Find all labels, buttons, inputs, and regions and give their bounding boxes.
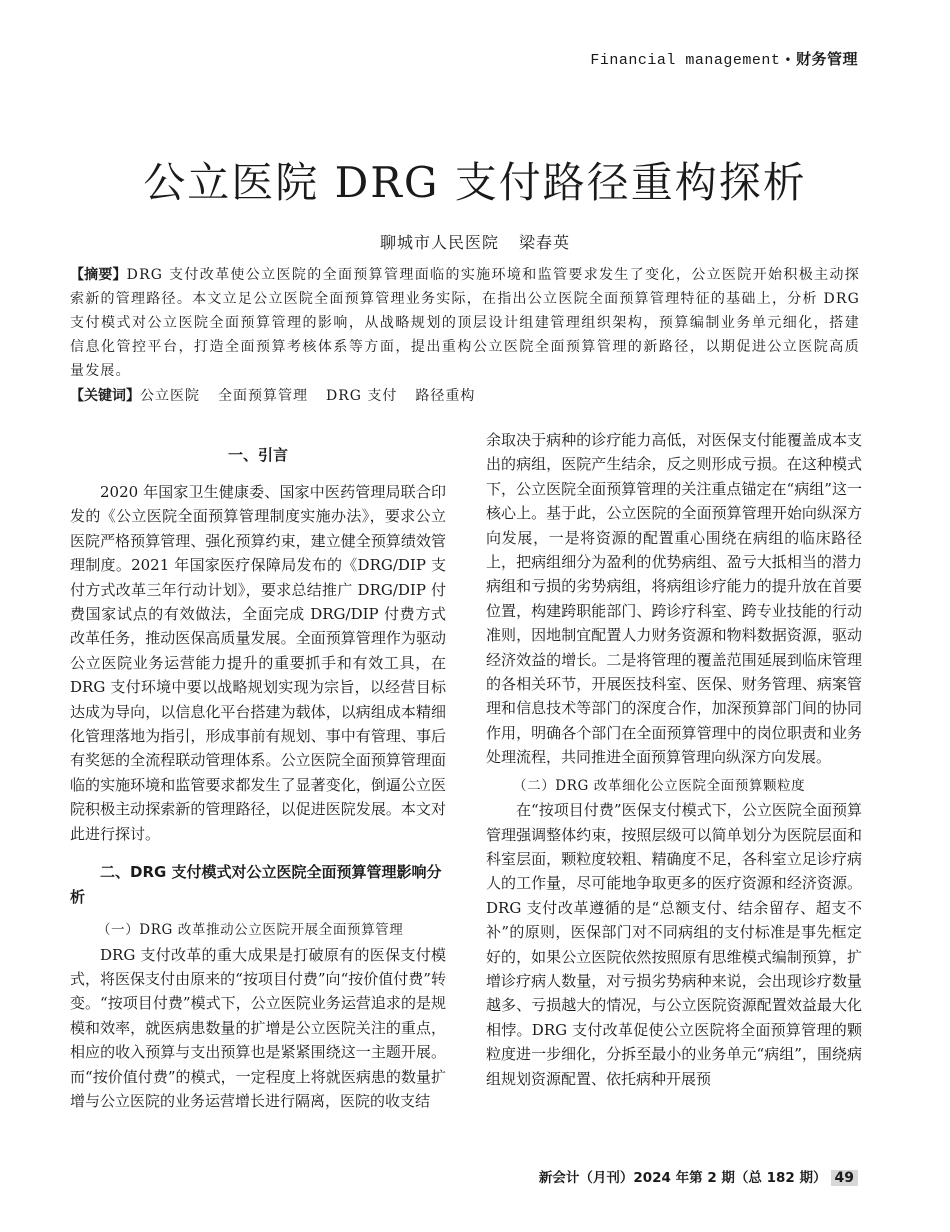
abstract-text: DRG 支付改革使公立医院的全面预算管理面临的实施环境和监管要求发生了变化，公立医院开始积极主动探索新的管理路径。本文立足公立医院全面预算管理业务实际，在指出公立医院全面预算管理特征的基础上，分析 DRG 支付模式对公立医院全面预算管理的影响，从战略规划的顶层设计组建管理组织架构，预算编制业务单元细化，搭建信息化管控平台，打造全面预算考核体系等方面，提出重构公立医院全面预算管理的新路径，以期促进公立医院高质量发展。 xyxy=(70,267,860,379)
author-name: 梁春英 xyxy=(519,233,571,252)
abstract xyxy=(70,263,860,383)
page-number: 49 xyxy=(831,1170,858,1186)
keyword: 路径重构 xyxy=(415,388,476,404)
page-footer xyxy=(539,1166,858,1186)
keywords-label: 【关键词】 xyxy=(70,388,140,404)
paragraph: 2020 年国家卫生健康委、国家中医药管理局联合印发的《公立医院全面预算管理制度实施办法》，要求公立医院严格预算管理、强化预算约束，建立健全预算绩效管理制度。2021 年国家医疗保障局发布的《DRG/DIP 支付方式改革三年行动计划》，要求总结推广 DRG/DIP 付费国家试点的有效做法，全面完成 DRG/DIP 付费方式改革任务，推动医保高质量发展。全面预算管理作为驱动公立医院业务运营能力提升的重要抓手和有效工具，在 DRG 支付环境中要以战略规划实现为宗旨，以经营目标达成为导向，以信息化平台搭建为载体，以病组成本精细化管理落地为指引，形成事前有规划、事中有管理、事后有奖惩的全流程联动管理体系。公立医院全面预算管理面临的实施环境和监管要求都发生了显著变化，倒逼公立医院积极主动探索新的管理路径，以促进医院发展。本文对此进行探讨。 xyxy=(70,483,446,843)
abstract-label: 【摘要】 xyxy=(70,267,127,283)
right-column xyxy=(486,428,862,1091)
keyword: DRG 支付 xyxy=(326,388,398,404)
section-heading-drg-impact: 二、DRG 支付模式对公立医院全面预算管理影响分析 xyxy=(70,863,442,907)
header-chinese: 财务管理 xyxy=(795,50,858,68)
keywords xyxy=(70,384,860,408)
keyword: 公立医院 xyxy=(140,388,200,404)
paragraph: DRG 支付改革的重大成果是打破原有的医保支付模式，将医保支付由原来的“按项目付费”向“按价值付费”转变。“按项目付费”模式下，公立医院业务运营追求的是规模和效率，就医病患数量的扩增是公立医院关注的重点，相应的收入预算与支出预算也是紧紧围绕这一主题开展。而“按价值付费”的模式，一定程度上将就医病患的数量扩增与公立医院的业务运营增长进行隔离，医院的收支结 xyxy=(70,945,446,1110)
header-english: Financial management xyxy=(590,52,781,69)
keyword: 全面预算管理 xyxy=(218,388,308,404)
section-heading-introduction: 一、引言 xyxy=(227,446,288,464)
subsection-heading-1: （一）DRG 改革推动公立医院开展全面预算管理 xyxy=(97,922,404,939)
journal-info: 新会计（月刊）2024 年第 2 期（总 182 期） xyxy=(538,1170,827,1186)
author-line xyxy=(0,230,950,253)
paragraph: 在“按项目付费”医保支付模式下，公立医院全面预算管理强调整体约束，按照层级可以简单划分为医院层面和科室层面，颗粒度较粗、精确度不足，各科室立足诊疗病人的工作量，尽可能地争取更多的医疗资源和经济资源。DRG 支付改革遵循的是“总额支付、结余留存、超支不补”的原则，医保部门对不同病组的支付标准是事先框定好的，如果公立医院依然按照原有思维模式编制预算，扩增诊疗病人数量，对亏损劣势病种来说，会出现诊疗数量越多、亏损越大的情况，与公立医院资源配置效益最大化相悖。DRG 支付改革促使公立医院将全面预算管理的颗粒度进一步细化，分拆至最小的业务单元“病组”，围绕病组规划资源配置、依托病种开展预 xyxy=(486,801,862,1088)
left-column xyxy=(70,428,446,1113)
subsection-heading-2: （二）DRG 改革细化公立医院全面预算颗粒度 xyxy=(513,777,806,794)
paragraph-continued: 余取决于病种的诊疗能力高低，对医保支付能覆盖成本支出的病组，医院产生结余，反之则形成亏损。在这种模式下，公立医院全面预算管理的关注重点锚定在“病组”这一核心上。基于此，公立医院的全面预算管理开始向纵深方向发展，一是将资源的配置重心围绕在病组的临床路径上，把病组细分为盈利的优势病组、盈亏大抵相当的潜力病组和亏损的劣势病组，将病组诊疗能力的提升放在首要位置，构建跨职能部门、跨诊疗科室、跨专业技能的行动准则，因地制宜配置人力财务资源和物料数据资源，驱动经济效益的增长。二是将管理的覆盖范围延展到临床管理的各相关环节，开展医技科室、医保、财务管理、病案管理和信息技术等部门的深度合作，加深预算部门间的协同作用，明确各个部门在全面预算管理中的岗位职责和业务处理流程，共同推进全面预算管理向纵深方向发展。 xyxy=(486,431,862,767)
article-title: 公立医院 DRG 支付路径重构探析 xyxy=(143,158,807,207)
header-separator: • xyxy=(784,53,792,67)
author-institution: 聊城市人民医院 xyxy=(379,233,499,252)
running-header xyxy=(590,48,858,69)
